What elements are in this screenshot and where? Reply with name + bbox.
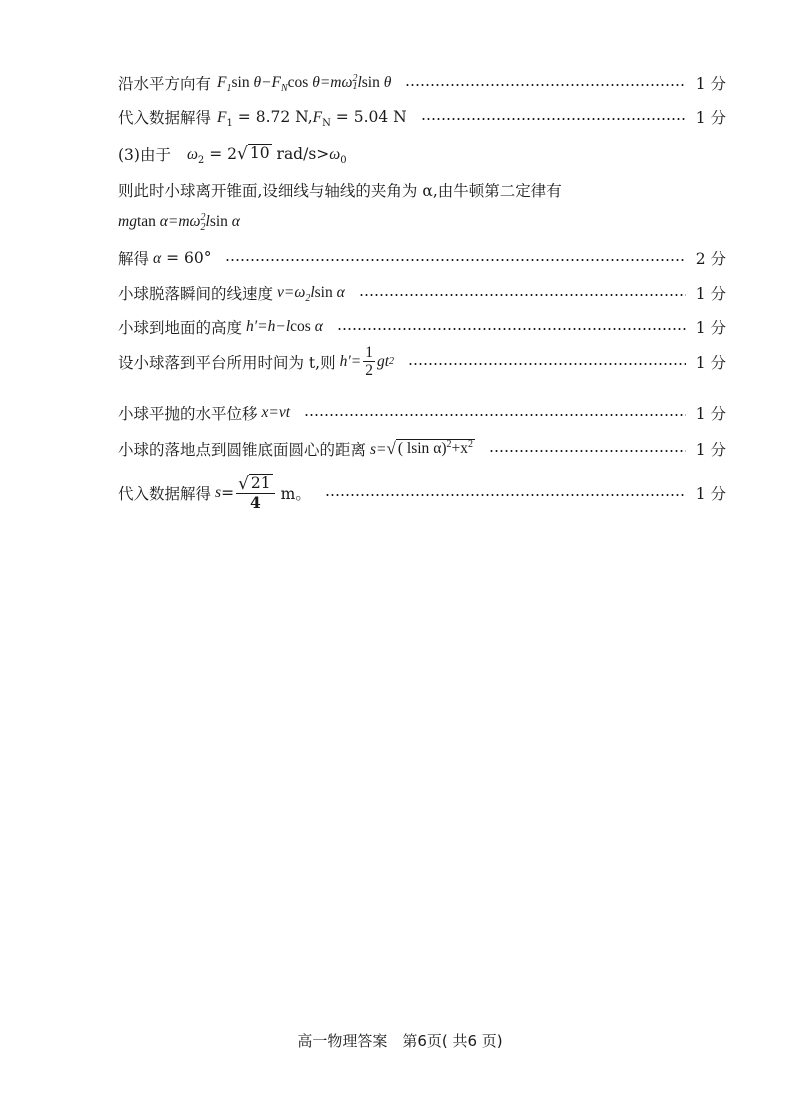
equation: $F_1\sin$ $\theta-F_N\cos$ $\theta=m\omega_1^2lsin$ θ <box>217 72 392 95</box>
equation: h′= $\frac{1}{2}$ gt 2 <box>339 344 395 379</box>
f1-value: 8.72 N <box>255 107 308 126</box>
answer-line <box>118 143 726 165</box>
leader-dots <box>405 83 685 87</box>
answer-line <box>118 438 726 460</box>
leader-dots <box>489 449 686 453</box>
score: 1 分 <box>695 109 726 127</box>
score: 1 分 <box>695 285 726 303</box>
answer-line <box>118 247 726 269</box>
score: 1 分 <box>695 319 726 337</box>
answer-line <box>118 106 726 128</box>
equation: mgtan $\alpha=m\omega_2^2lsin$ α <box>118 211 240 234</box>
line-label: 小球的落地点到圆锥底面圆心的距离 <box>118 441 367 459</box>
line-label: (3)由于 <box>118 146 171 164</box>
answer-line <box>118 179 726 201</box>
equation: x=vt <box>261 404 291 421</box>
score: 1 分 <box>695 484 726 503</box>
equation: s = √ 21 4 m。 <box>215 474 311 512</box>
fn-value: 5.04 N <box>353 107 407 126</box>
answer-line <box>118 72 726 94</box>
score: 1 分 <box>695 405 726 423</box>
answer-line <box>118 211 726 234</box>
answer-line <box>118 344 726 379</box>
line-label: 则此时小球离开锥面,设细线与轴线的夹角为 α,由牛顿第二定律有 <box>118 182 562 200</box>
score: 1 分 <box>695 353 726 372</box>
equation: $\omega_2 = 2$ √ 10 rad/$s>\omega_0$ <box>186 144 347 167</box>
line-label: 小球脱落瞬间的线速度 <box>118 285 274 303</box>
score: 1 分 <box>695 441 726 459</box>
line-label: 设小球落到平台所用时间为 t,则 <box>118 353 336 372</box>
answer-line <box>118 402 726 424</box>
score: 1 分 <box>695 75 726 93</box>
line-label: 小球到地面的高度 <box>118 319 243 337</box>
line-label: 沿水平方向有 <box>118 75 212 93</box>
equation: α = 60° <box>153 248 212 267</box>
leader-dots <box>359 293 686 297</box>
leader-dots <box>225 258 685 262</box>
answer-line <box>118 474 726 511</box>
line-label: 小球平抛的水平位移 <box>118 405 258 423</box>
equation: $F_1 = 8.72$ $N,F_N = 5.04$ N <box>217 107 407 129</box>
line-label: 代入数据解得 <box>118 484 212 503</box>
answer-line <box>118 282 726 304</box>
page-footer: 高一物理答案 第6页( 共6 页) <box>297 1032 503 1050</box>
sqrt-radicand: 10 <box>249 144 270 162</box>
leader-dots <box>325 493 686 497</box>
answer-line <box>118 316 726 338</box>
alpha-value: 60° <box>184 248 212 267</box>
equation: h′=h−lcos α <box>246 318 323 335</box>
leader-dots <box>421 117 686 121</box>
leader-dots <box>337 327 686 331</box>
score: 2 分 <box>695 250 726 268</box>
leader-dots <box>408 362 686 366</box>
line-label: 代入数据解得 <box>118 109 212 127</box>
equation: $v=\omega_2lsin$ α <box>277 284 345 305</box>
equation: s= √ ( lsin $\alpha)^2+x^2$ <box>370 438 473 458</box>
line-label: 解得 <box>118 250 150 268</box>
leader-dots <box>304 413 686 417</box>
